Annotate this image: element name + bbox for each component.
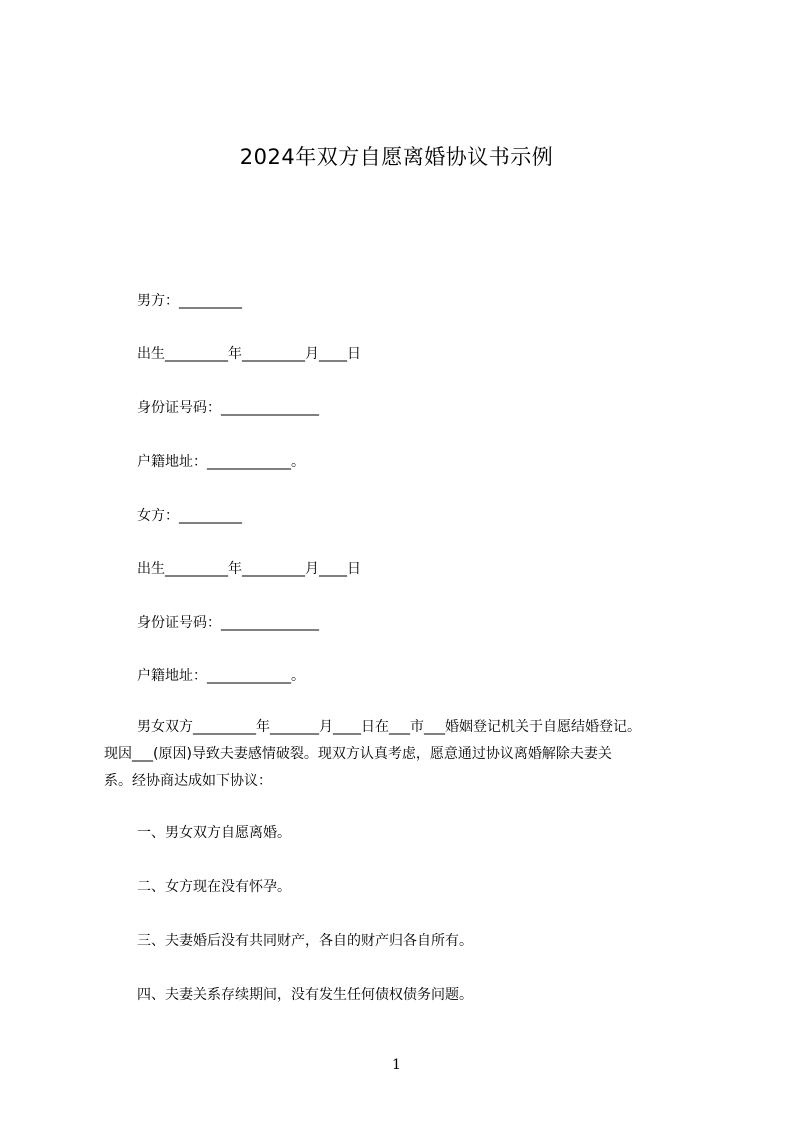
clause-1: 一、男女双方自愿离婚。 bbox=[137, 825, 291, 841]
female-birth-line: 出生_________年_________月____日 bbox=[137, 561, 361, 577]
female-id-line: 身份证号码：______________ bbox=[137, 615, 319, 631]
intro-paragraph-line-1: 男女双方_________年_______月____日在___市___婚姻登记机关于自愿结婚登记。 bbox=[137, 719, 641, 735]
clause-2: 二、女方现在没有怀孕。 bbox=[137, 879, 291, 895]
document-title: 2024年双方自愿离婚协议书示例 bbox=[239, 145, 554, 169]
intro-paragraph-line-2: 现因___(原因)导致夫妻感情破裂。现双方认真考虑，愿意通过协议离婚解除夫妻关 bbox=[104, 746, 612, 762]
male-birth-line: 出生_________年_________月____日 bbox=[137, 346, 361, 362]
male-name-line: 男方：_________ bbox=[137, 293, 242, 309]
clause-3: 三、夫妻婚后没有共同财产，各自的财产归各自所有。 bbox=[137, 933, 473, 949]
clause-4: 四、夫妻关系存续期间，没有发生任何债权债务问题。 bbox=[137, 987, 473, 1003]
male-id-line: 身份证号码：______________ bbox=[137, 400, 319, 416]
female-address-line: 户籍地址：____________。 bbox=[137, 668, 305, 684]
intro-paragraph-line-3: 系。经协商达成如下协议： bbox=[104, 773, 272, 789]
female-name-line: 女方：_________ bbox=[137, 508, 242, 524]
male-address-line: 户籍地址：____________。 bbox=[137, 454, 305, 470]
intro-paragraph bbox=[104, 714, 694, 795]
page-number: 1 bbox=[392, 1057, 401, 1073]
